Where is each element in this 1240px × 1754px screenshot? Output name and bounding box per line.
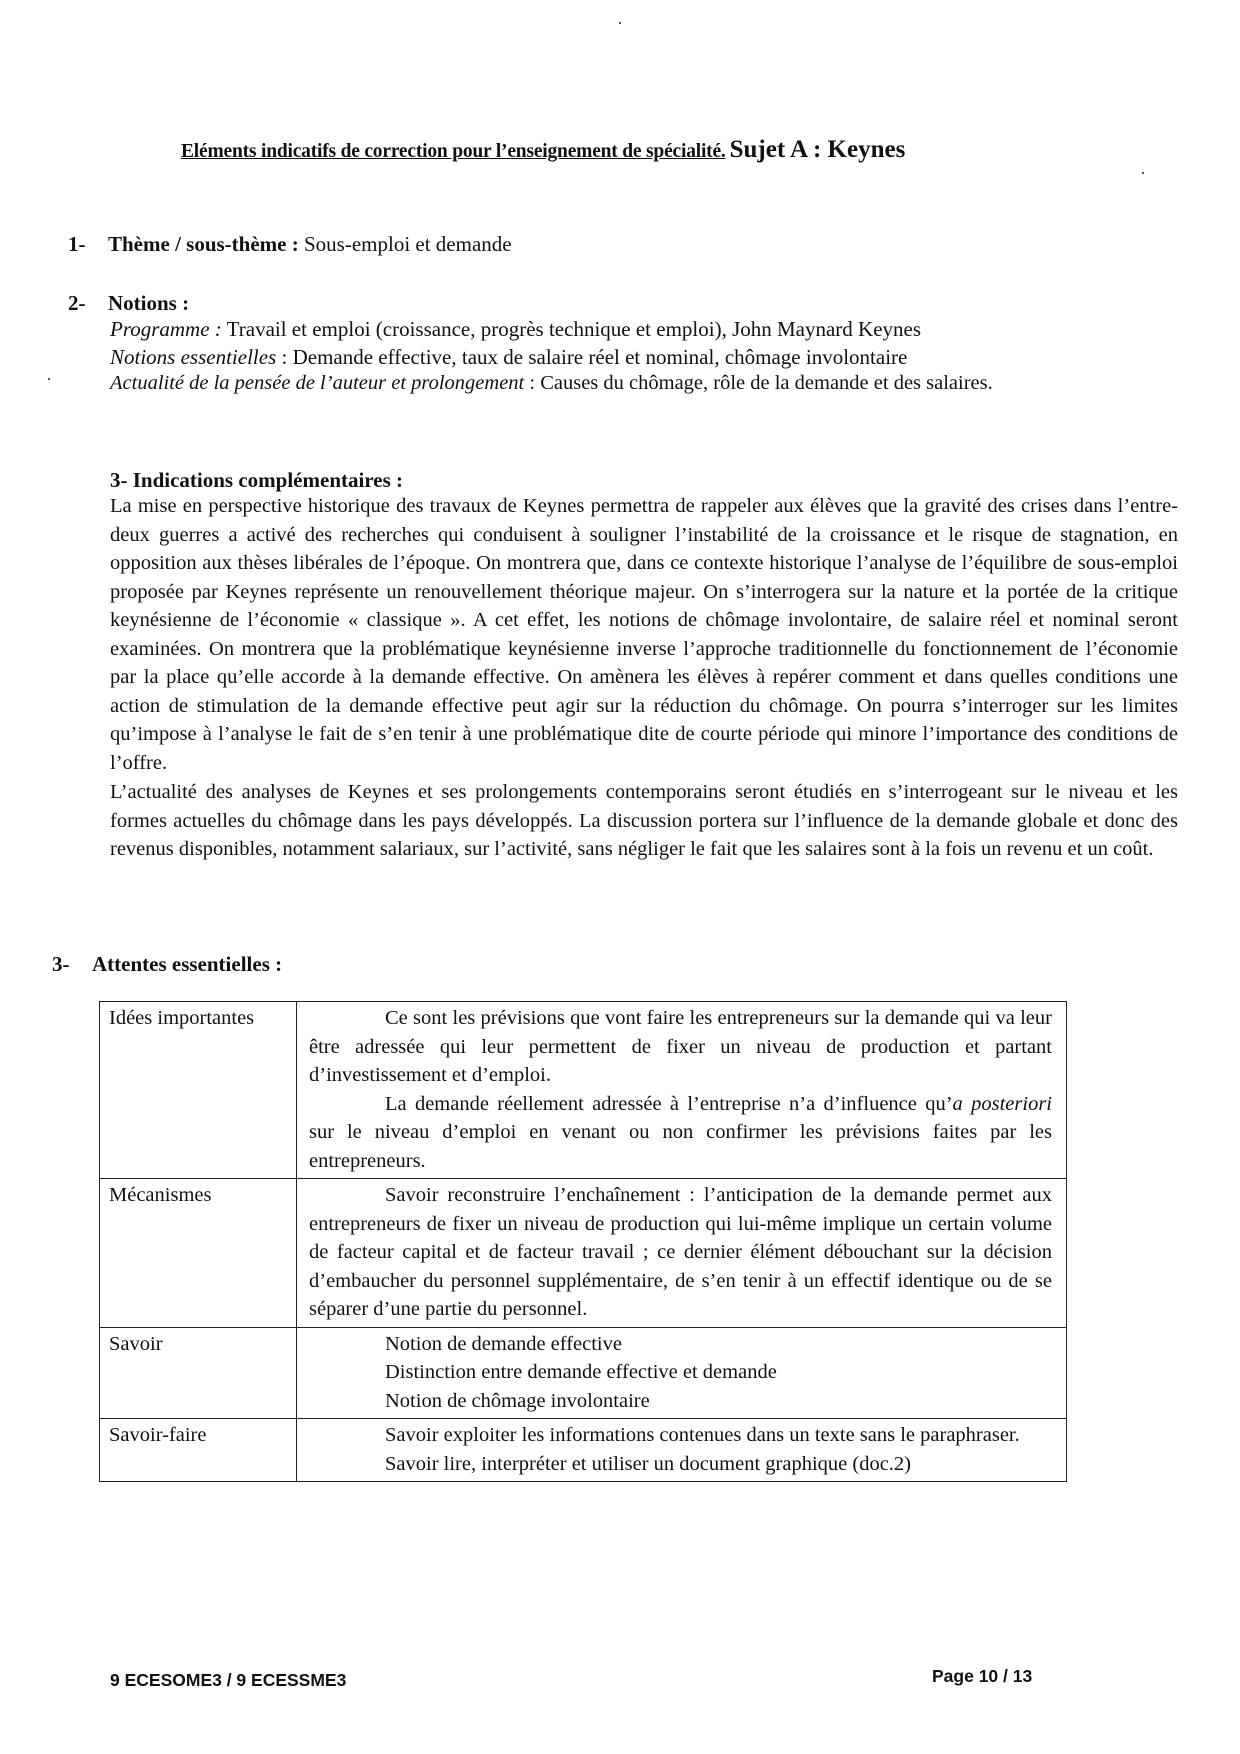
footer-code: 9 ECESOME3 / 9 ECESSME3 <box>110 1670 347 1690</box>
notion-value: : Demande effective, taux de salaire réel et nominal, chômage involontaire <box>276 345 908 369</box>
table-row <box>100 1419 1067 1482</box>
row-paragraph: Savoir reconstruire l’enchaînement : l’anticipation de la demande permet aux entrepreneurs de fixer un niveau de production qui lui-même implique un certain volume de facteur capital et de facteur travail ; ce dernier élément débouchant sur la décision d’embaucher du personnel supplémentaire, de s’en tenir à un effectif identique ou de se séparer d’une partie du personnel. <box>309 1184 1052 1320</box>
table-row <box>100 1002 1067 1179</box>
row-key: Savoir <box>100 1327 297 1419</box>
row-key: Mécanismes <box>100 1179 297 1328</box>
scan-speck <box>48 378 50 380</box>
row-paragraph: Ce sont les prévisions que vont faire les entrepreneurs sur la demande qui va leur être adressée qui leur permettent de fixer un niveau de production et partant d’investissement et d’emploi. <box>309 1007 1052 1086</box>
row-line: Notion de demande effective <box>385 1332 622 1355</box>
text-span: La demande réellement adressée à l’entreprise n’a d’influence qu’ <box>385 1092 953 1115</box>
scan-speck <box>619 22 621 24</box>
text-span: sur le niveau d’emploi en venant ou non confirmer les prévisions faites par les entrepreneurs. <box>309 1121 1052 1172</box>
notion-value: Travail et emploi (croissance, progrès technique et emploi), John Maynard Keynes <box>221 317 922 341</box>
section-number: 1- <box>68 232 86 256</box>
notion-programme <box>110 315 921 343</box>
title-text: Eléments indicatifs de correction pour l’enseignement de spécialité. <box>181 141 726 162</box>
row-value <box>297 1419 1067 1482</box>
attentes-table <box>99 1001 1067 1482</box>
page-title <box>181 136 905 164</box>
row-line: Distinction entre demande effective et demande <box>385 1361 777 1383</box>
section-label: Notions : <box>108 291 190 315</box>
row-paragraph <box>309 1090 1052 1176</box>
notion-label: Programme : <box>110 317 222 341</box>
subject-label: Sujet A : Keynes <box>729 136 906 163</box>
row-key: Idées importantes <box>100 1002 297 1179</box>
section-number: 3- <box>52 952 70 976</box>
section-label: Thème / sous-thème : <box>108 232 299 256</box>
indications-paragraph-2: L’actualité des analyses de Keynes et ses prolongements contemporains seront étudiés en s’interrogeant sur le niveau et les formes actuelles du chômage dans les pays développés. La discussion portera sur l’influence de la demande globale et donc des revenus disponibles, notamment salariaux, sur l’activité, sans négliger le fait que les salaires sont à la fois un revenu et un coût. <box>110 781 1178 860</box>
row-paragraph: Savoir exploiter les informations contenues dans un texte sans le paraphraser. <box>385 1424 1020 1446</box>
row-paragraph: Savoir lire, interpréter et utiliser un document graphique (doc.2) <box>385 1452 911 1475</box>
row-value <box>297 1327 1067 1419</box>
notion-value: : Causes du chômage, rôle de la demande et des salaires. <box>524 372 993 394</box>
row-key: Savoir-faire <box>100 1419 297 1482</box>
section-value: Sous-emploi et demande <box>298 232 512 256</box>
italic-span: a posteriori <box>952 1092 1052 1115</box>
section-theme <box>68 230 512 258</box>
notion-label: Actualité de la pensée de l’auteur et prolongement <box>110 372 525 394</box>
indications-paragraph-1: La mise en perspective historique des travaux de Keynes permettra de rappeler aux élèves que la gravité des crises dans l’entre-deux guerres a activé des recherches qui conduisent à souligner l’instabilité de la croissance et le risque de stagnation, en opposition aux thèses libérales de l’époque. On montrera que, dans ce contexte historique l’analyse de l’équilibre de sous-emploi proposée par Keynes représente un renouvellement théorique majeur. On s’interrogera sur la nature et la portée de la critique keynésienne de l’économie « classique ». A cet effet, les notions de chômage involontaire, de salaire réel et nominal seront examinées. On montrera que la problématique keynésienne inverse l’approche traditionnelle du fonctionnement de l’économie par la place qu’elle accorde à la demande effective. On amènera les élèves à repérer comment et dans quelles conditions une action de stimulation de la demande effective peut agir sur la réduction du chômage. On pourra s’interroger sur les limites qu’impose à l’analyse le fait de s’en tenir à une problématique dite de courte période qui minore l’importance des conditions de l’offre. <box>110 495 1178 774</box>
table-row <box>100 1327 1067 1419</box>
section-label: Attentes essentielles : <box>92 952 283 976</box>
footer-page-number: Page 10 / 13 <box>932 1666 1033 1686</box>
section-notions-heading <box>68 289 189 317</box>
section-attentes-heading <box>52 950 282 978</box>
section-number: 2- <box>68 291 86 315</box>
notion-actualite <box>110 369 1178 398</box>
row-value <box>297 1179 1067 1328</box>
scan-speck <box>1142 172 1144 174</box>
indications-heading: 3- Indications complémentaires : <box>110 468 404 492</box>
row-value <box>297 1002 1067 1179</box>
notion-label: Notions essentielles <box>110 345 277 369</box>
row-line: Notion de chômage involontaire <box>385 1389 650 1412</box>
notion-essentielles <box>110 343 907 371</box>
table-row <box>100 1179 1067 1328</box>
